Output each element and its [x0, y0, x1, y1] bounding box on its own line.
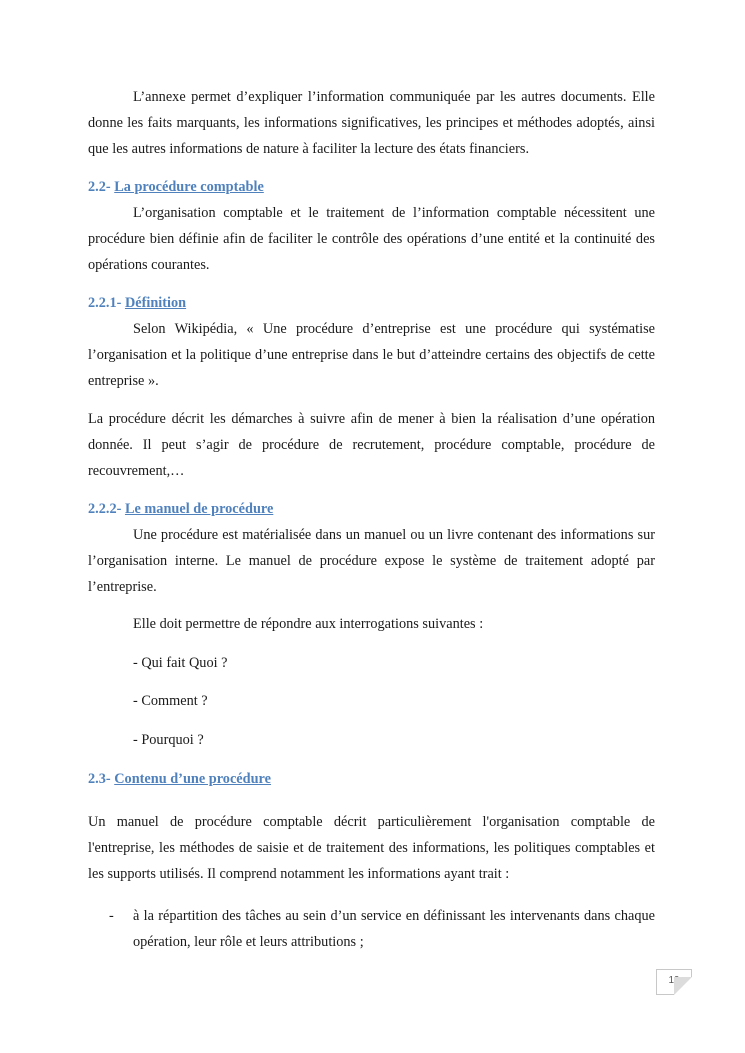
- heading-title: Le manuel de procédure: [124, 501, 274, 517]
- question-item: - Qui fait Quoi ?: [133, 655, 228, 671]
- heading-title: Contenu d’une procédure: [114, 771, 271, 787]
- heading-2-2: [88, 177, 655, 197]
- page-fold-decoration: [674, 977, 692, 995]
- page-number: 19: [668, 975, 680, 986]
- paragraph-annexe: L’annexe permet d’expliquer l’information communiquée par les autres documents. Elle donne les faits marquants, les informations significatives, les principes et méthodes adoptés, ainsi que les autres informations de nature à faciliter la lecture des états financiers.: [88, 89, 655, 157]
- paragraph-organisation: L’organisation comptable et le traitement de l’information comptable nécessitent une procédure bien définie afin de faciliter le contrôle des opérations d’une entité et la continuité des opérations courantes.: [88, 205, 655, 273]
- heading-title: Définition: [124, 295, 187, 311]
- question-item: - Pourquoi ?: [133, 732, 204, 748]
- heading-number: 2.3-: [88, 771, 115, 787]
- bullet-text: à la répartition des tâches au sein d’un service en définissant les intervenants dans chaque opération, leur rôle et leurs attributions ;: [133, 908, 655, 950]
- paragraph-demarches: La procédure décrit les démarches à suivre afin de mener à bien la réalisation d’une opération donnée. Il peut s’agir de procédure de recrutement, procédure comptable, procédure de recouvrement,…: [88, 411, 655, 479]
- heading-title: La procédure comptable: [114, 179, 264, 195]
- paragraph-wikipedia: Selon Wikipédia, « Une procédure d’entreprise est une procédure qui systématise l’organisation et la politique d’une entreprise dans le but d’atteindre certains des objectifs de cette entreprise ».: [88, 321, 655, 389]
- paragraph-contenu: Un manuel de procédure comptable décrit particulièrement l'organisation comptable de l'entreprise, les méthodes de saisie et de traitement des informations, les politiques comptables et les supports utilisés. Il comprend notamment les informations ayant trait :: [88, 814, 655, 882]
- paragraph-interrogations: Elle doit permettre de répondre aux interrogations suivantes :: [133, 616, 484, 632]
- heading-2-2-1: [88, 293, 655, 313]
- question-item: - Comment ?: [133, 693, 208, 709]
- heading-number: 2.2-: [88, 179, 115, 195]
- page-number-box: [656, 969, 692, 995]
- heading-number: 2.2.1-: [88, 295, 125, 311]
- paragraph-manuel: Une procédure est matérialisée dans un manuel ou un livre contenant des informations sur l’organisation interne. Le manuel de procédure expose le système de traitement adopté par l’entreprise.: [88, 527, 655, 595]
- bullet-marker: -: [109, 908, 114, 924]
- heading-2-2-2: [88, 499, 655, 519]
- heading-2-3: [88, 769, 655, 789]
- bullet-item: [109, 903, 655, 955]
- heading-number: 2.2.2-: [88, 501, 125, 517]
